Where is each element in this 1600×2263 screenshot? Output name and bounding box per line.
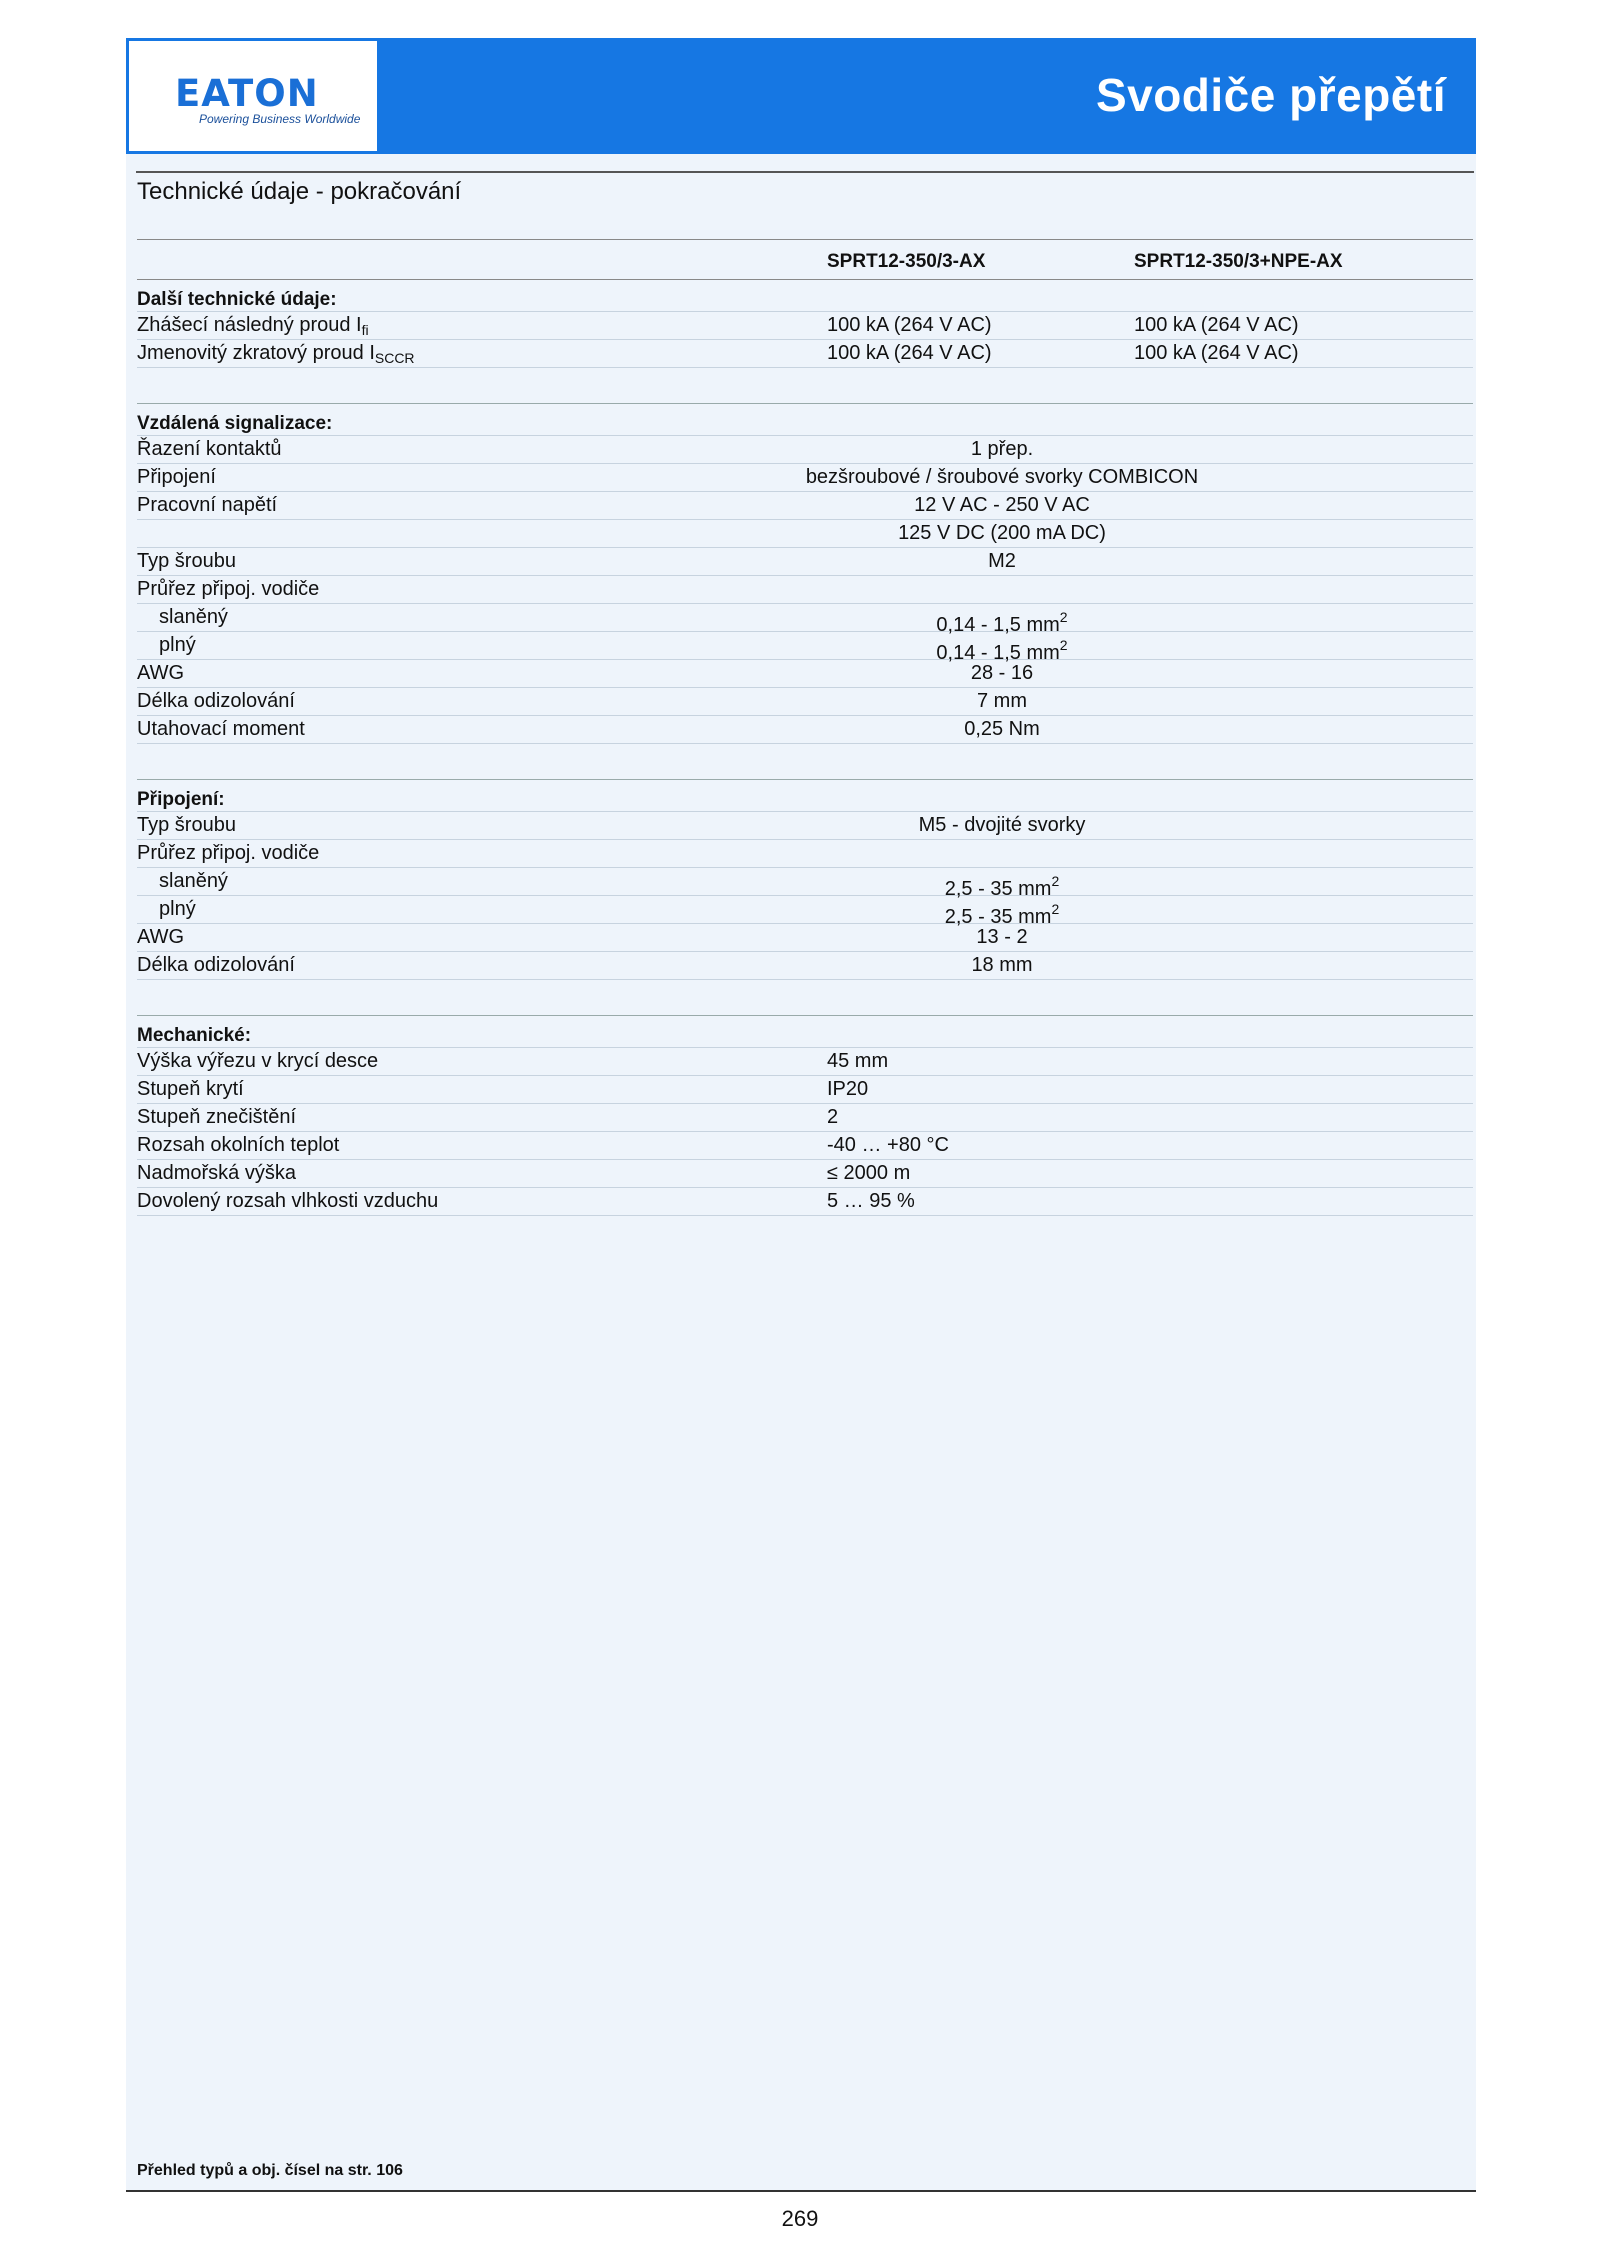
table-row xyxy=(137,1188,1473,1216)
group-title-row xyxy=(137,780,1473,812)
table-row xyxy=(137,340,1473,368)
row-label: Stupeň krytí xyxy=(137,1078,244,1100)
table-row xyxy=(137,1132,1473,1160)
table-row xyxy=(137,896,1473,928)
row-label: Délka odizolování xyxy=(137,954,295,976)
table-row xyxy=(137,604,1473,636)
row-value: 0,25 Nm xyxy=(964,718,1040,740)
column-header: SPRT12-350/3-AX xyxy=(827,251,986,272)
table-row xyxy=(137,464,1473,492)
row-value: 2,5 - 35 $mm^2$ xyxy=(944,873,1060,900)
row-value: 2,5 - 35 $mm^2$ xyxy=(944,901,1060,928)
page-title: Svodiče přepětí xyxy=(1095,69,1446,121)
row-label: Průřez připoj. vodiče xyxy=(137,842,320,864)
row-value: -40 … +80 °C xyxy=(827,1134,949,1156)
page-number: 269 xyxy=(781,2206,819,2231)
row-value: 12 V AC - 250 V AC xyxy=(914,494,1090,516)
table-row xyxy=(137,548,1473,576)
table-row xyxy=(137,576,1473,604)
row-value: M2 xyxy=(988,550,1016,572)
top-divider xyxy=(136,171,1474,173)
table-row xyxy=(137,952,1473,980)
row-value: 100 kA (264 V AC) xyxy=(827,342,992,364)
group-title: Připojení: xyxy=(137,789,225,810)
table-row xyxy=(137,924,1473,952)
table-row xyxy=(137,1048,1473,1076)
group-title-row xyxy=(137,280,1473,312)
row-value: 5 … 95 % xyxy=(827,1190,915,1212)
table-row xyxy=(137,688,1473,716)
footnote: Přehled typů a obj. čísel na str. 106 xyxy=(137,2162,403,2179)
row-value: 28 - 16 xyxy=(970,662,1034,684)
bottom-divider xyxy=(126,2190,1476,2192)
row-label: Utahovací moment xyxy=(137,718,305,740)
table-row xyxy=(137,436,1473,464)
row-value: bezšroubové / šroubové svorky COMBICON xyxy=(805,466,1199,488)
row-label: Řazení kontaktů xyxy=(137,438,282,460)
row-label: Připojení xyxy=(137,466,216,488)
table-row xyxy=(137,520,1473,548)
row-value: 2 xyxy=(827,1106,839,1128)
table-row xyxy=(137,1160,1473,1188)
row-label: Dovolený rozsah vlhkosti vzduchu xyxy=(137,1190,439,1212)
logo-tagline: Powering Business Worldwide xyxy=(199,112,361,126)
row-label: Rozsah okolních teplot xyxy=(137,1134,340,1156)
row-value: ≤ 2000 m xyxy=(827,1162,911,1184)
section-heading: Technické údaje - pokračování xyxy=(137,178,462,205)
row-value: 100 kA (264 V AC) xyxy=(827,314,992,336)
column-header-row xyxy=(137,239,1473,280)
row-label: Pracovní napětí xyxy=(137,494,278,516)
row-value: IP20 xyxy=(827,1078,869,1100)
row-label: Typ šroubu xyxy=(137,550,236,572)
table-row xyxy=(137,632,1473,664)
row-label: Délka odizolování xyxy=(137,690,295,712)
row-value: 100 kA (264 V AC) xyxy=(1134,342,1299,364)
group-title: Další technické údaje: xyxy=(137,289,337,310)
row-value: 1 přep. xyxy=(970,438,1034,460)
logo-wordmark: EATON xyxy=(175,72,319,115)
group-title-row xyxy=(137,1016,1473,1048)
table-row xyxy=(137,312,1473,340)
row-value: 18 mm xyxy=(971,954,1033,976)
row-label: AWG xyxy=(137,926,185,948)
row-label: slaněný xyxy=(159,606,228,628)
row-label: slaněný xyxy=(159,870,228,892)
row-label: AWG xyxy=(137,662,185,684)
row-label: Výška výřezu v krycí desce xyxy=(137,1050,379,1072)
group-title: Mechanické: xyxy=(137,1025,252,1046)
row-label: plný xyxy=(159,898,196,920)
row-label: Průřez připoj. vodiče xyxy=(137,578,320,600)
group-separator xyxy=(137,744,1473,780)
row-label: Nadmořská výška xyxy=(137,1162,296,1184)
table-row xyxy=(137,840,1473,868)
row-value: 0,14 - 1,5 $mm^2$ xyxy=(936,637,1068,664)
table-row xyxy=(137,868,1473,900)
row-label: Zhášecí následný proud $I_{fi}$ xyxy=(137,314,369,338)
table-row xyxy=(137,812,1473,840)
group-separator xyxy=(137,368,1473,404)
group-separator xyxy=(137,980,1473,1016)
table-row xyxy=(137,1076,1473,1104)
row-value: 0,14 - 1,5 $mm^2$ xyxy=(936,609,1068,636)
table-row xyxy=(137,716,1473,744)
group-title: Vzdálená signalizace: xyxy=(137,413,333,434)
table-row xyxy=(137,1104,1473,1132)
row-value: 7 mm xyxy=(977,690,1027,712)
row-value: 45 mm xyxy=(827,1050,889,1072)
row-label: plný xyxy=(159,634,196,656)
group-title-row xyxy=(137,404,1473,436)
eaton-logo xyxy=(128,40,378,152)
row-label: Stupeň znečištění xyxy=(137,1106,296,1128)
row-value: M5 - dvojité svorky xyxy=(918,814,1086,836)
spec-table xyxy=(137,239,1473,1216)
row-label: Typ šroubu xyxy=(137,814,236,836)
row-label: Jmenovitý zkratový proud $I_{SCCR}$ xyxy=(137,342,415,366)
row-value: 125 V DC (200 mA DC) xyxy=(898,522,1106,544)
row-value: 13 - 2 xyxy=(976,926,1028,948)
table-row xyxy=(137,660,1473,688)
column-header: SPRT12-350/3+NPE-AX xyxy=(1134,251,1343,272)
table-row xyxy=(137,492,1473,520)
row-value: 100 kA (264 V AC) xyxy=(1134,314,1299,336)
